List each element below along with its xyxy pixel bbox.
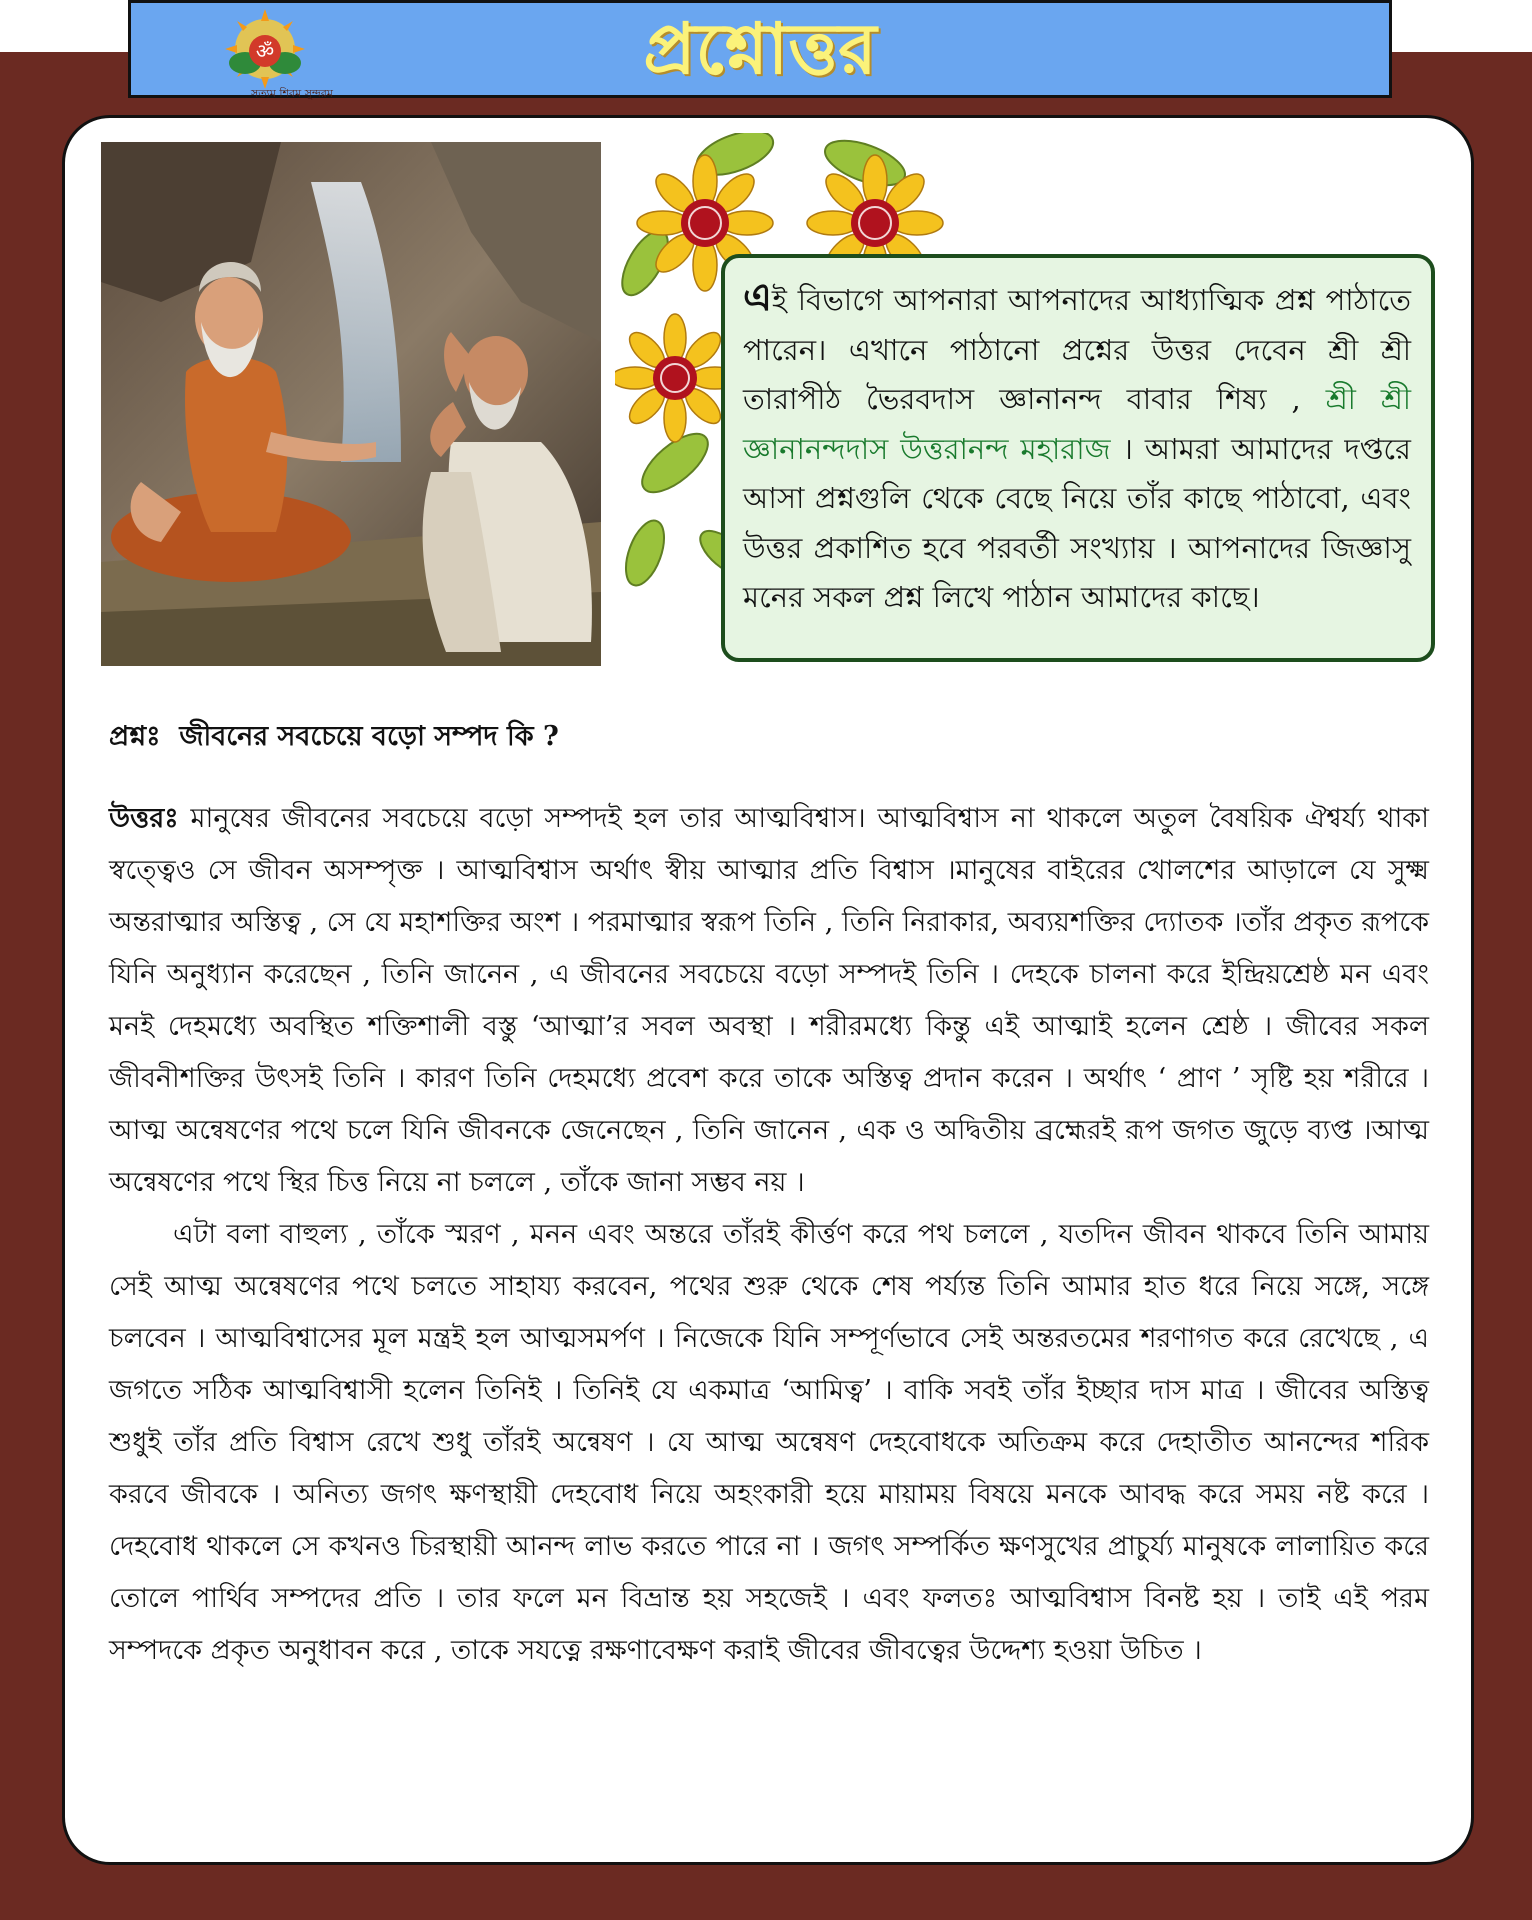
logo-caption: সত্যম শিবম সুন্দরম	[251, 87, 333, 100]
answer-label: উত্তরঃ	[109, 803, 179, 834]
page-title: প্রশ্নোত্তর	[643, 7, 877, 90]
answer-paragraph-1-text: মানুষের জীবনের সবচেয়ে বড়ো সম্পদই হল তার আত্মবিশ্বাস। আত্মবিশ্বাস না থাকলে অতুল বৈষয়িক ঐশ্বর্য্য থাকা স্বত্ত্বেও সে জীবন অসম্পৃক্ত । আত্মবিশ্বাস অর্থাৎ স্বীয় আত্মার প্রতি বিশ্বাস ।মানুষের বাইরের খোলশের আড়ালে যে সুক্ষ্ম অন্তরাত্মার অস্তিত্ব , সে যে মহাশক্তির অংশ । পরমাত্মার স্বরূপ তিনি , তিনি নিরাকার, অব্যয়শক্তির দ্যোতক ।তাঁর প্রকৃত রূপকে যিনি অনুধ্যান করেছেন , তিনি জানেন , এ জীবনের সবচেয়ে বড়ো সম্পদই তিনি । দেহকে চালনা করে ইন্দ্রিয়শ্রেষ্ঠ মন এবং মনই দেহমধ্যে অবস্থিত শক্তিশালী বস্তু ‘আত্মা’র সবল অবস্থা । শরীরমধ্যে কিন্তু এই আত্মাই হলেন শ্রেষ্ঠ । জীবের সকল জীবনীশক্তির উৎসই তিনি । কারণ তিনি দেহমধ্যে প্রবেশ করে তাকে অস্তিত্ব প্রদান করেন । অর্থাৎ ‘ প্রাণ ’ সৃষ্টি হয় শরীরে । আত্ম অন্বেষণের পথে চলে যিনি জীবনকে জেনেছেন , তিনি জানেন , এক ও অদ্বিতীয় ব্রহ্মেরই রূপ জগত জুড়ে ব্যপ্ত ।আত্ম অন্বেষণের পথে স্থির চিত্ত নিয়ে না চললে , তাঁকে জানা সম্ভব নয় ।	[109, 803, 1429, 1198]
question-label: প্রশ্নঃ	[109, 721, 161, 752]
answer-paragraph-2: এটা বলা বাহুল্য , তাঁকে স্মরণ , মনন এবং অন্তরে তাঁরই কীর্ত্তণ করে পথ চললে , যতদিন জীবন থাকবে তিনি আমায় সেই আত্ম অন্বেষণের পথে চলতে সাহায্য করবেন, পথের শুরু থেকে শেষ পর্য্যন্ত তিনি আমার হাত ধরে নিয়ে সঙ্গে, সঙ্গে চলবেন । আত্মবিশ্বাসের মূল মন্ত্রই হল আত্মসমর্পণ । নিজেকে যিনি সম্পূর্ণভাবে সেই অন্তরতমের শরণাগত করে রেখেছে , এ জগতে সঠিক আত্মবিশ্বাসী হলেন তিনিই । তিনিই যে একমাত্র ‘আমিত্ব’ । বাকি সবই তাঁর ইচ্ছার দাস মাত্র । জীবের অস্তিত্ব শুধুই তাঁর প্রতি বিশ্বাস রেখে শুধু তাঁরই অন্বেষণ । যে আত্ম অন্বেষণ দেহবোধকে অতিক্রম করে দেহাতীত আনন্দের শরিক করবে জীবকে । অনিত্য জগৎ ক্ষণস্থায়ী দেহবোধ নিয়ে অহংকারী হয়ে মায়াময় বিষয়ে মনকে আবদ্ধ করে সময় নষ্ট করে । দেহবোধ থাকলে সে কখনও চিরস্থায়ী আনন্দ লাভ করতে পারে না । জগৎ সম্পর্কিত ক্ষণসুখের প্রাচুর্য্য মানুষকে লালায়িত করে তোলে পার্থিব সম্পদের প্রতি । তার ফলে মন বিভ্রান্ত হয় সহজেই । এবং ফলতঃ আত্মবিশ্বাস বিনষ্ট হয় । তাই এই পরম সম্পদকে প্রকৃত অনুধাবন করে , তাকে সযত্নে রক্ষণাবেক্ষণ করাই জীবের জীবত্বের উদ্দেশ্য হওয়া উচিত ।	[109, 1219, 1429, 1666]
question-line	[109, 716, 1469, 761]
intro-box	[721, 254, 1435, 662]
header-band	[128, 0, 1392, 98]
question-text: জীবনের সবচেয়ে বড়ো সম্পদ কি ?	[179, 721, 559, 752]
intro-text-part2: । আমরা আমাদের দপ্তরে আসা প্রশ্নগুলি থেকে বেছে নিয়ে তাঁর কাছে পাঠাবো, এবং উত্তর প্রকাশিত হবে পরবর্তী সংখ্যায় । আপনাদের জিজ্ঞাসু মনের সকল প্রশ্ন লিখে পাঠান আমাদের কাছে।	[743, 431, 1412, 614]
answer-section	[109, 793, 1429, 1677]
sage-painting-image	[101, 142, 601, 666]
svg-text:ॐ: ॐ	[255, 39, 275, 63]
intro-highlight-name: শ্রী শ্রী জ্ঞানানন্দদাস উত্তরানন্দ মহারাজ	[743, 382, 1412, 466]
intro-text-part1: ই বিভাগে আপনারা আপনাদের আধ্যাত্মিক প্রশ্ন পাঠাতে পারেন। এখানে পাঠানো প্রশ্নের উত্তর দেবেন শ্রী শ্রী তারাপীঠ ভৈরবদাস জ্ঞানানন্দ বাবার শিষ্য ,	[743, 283, 1411, 416]
answer-paragraph-1	[109, 793, 1429, 1209]
content-panel	[62, 115, 1474, 1865]
intro-lead-letter: এ	[743, 274, 772, 319]
